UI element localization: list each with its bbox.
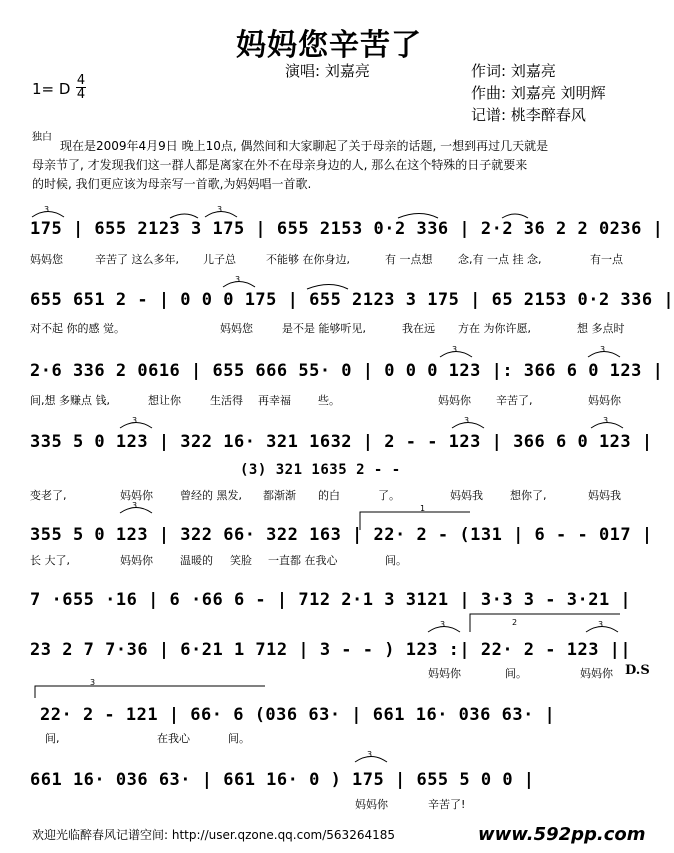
svg-text:3: 3: [90, 678, 96, 687]
lyric: 都渐渐: [263, 489, 296, 502]
lyric: 方在 为你许愿,: [458, 322, 531, 335]
lyric: 了。: [378, 489, 400, 502]
lyric: 想让你: [148, 394, 181, 407]
score-notes-row-5: 355 5 0 123 | 322 66· 322 163 | 22· 2 - (131 | 6 - - 017 |: [30, 525, 653, 545]
lyric: 是不是 能够听见,: [282, 322, 366, 335]
lyric: 不能够 在你身边,: [266, 253, 350, 266]
svg-text:3: 3: [132, 416, 138, 425]
lyric: 间。: [505, 667, 527, 680]
svg-text:2: 2: [512, 618, 518, 627]
svg-text:3: 3: [598, 620, 604, 629]
lyric: 想 多点时: [577, 322, 625, 335]
narration-label: 独白: [32, 132, 52, 143]
singer-credit: 演唱: 刘嘉亮: [285, 62, 370, 80]
lyric: 妈妈我: [450, 489, 483, 502]
page-title: 妈妈您辛苦了: [236, 28, 422, 63]
svg-text:3: 3: [132, 501, 138, 510]
score-notes-row-7: 23 2 7 7·36 | 6·21 1 712 | 3 - - ) 123 :| 22· 2 - 123 ||: [30, 640, 632, 660]
lyric: 温暖的: [180, 554, 213, 567]
lyric: 生活得: [210, 394, 243, 407]
svg-text:3: 3: [235, 275, 241, 284]
lyric: 妈妈你: [120, 489, 153, 502]
time-signature-bottom: 4: [76, 87, 86, 102]
lyric: 间,: [45, 732, 60, 745]
lyric: 妈妈你: [428, 667, 461, 680]
svg-text:3: 3: [44, 205, 50, 214]
lyric: 妈妈你: [438, 394, 471, 407]
score-notes-row-4: 335 5 0 123 | 322 16· 321 1632 | 2 - - 123 | 366 6 0 123 |: [30, 432, 653, 452]
score-alt-ending: (3) 321 1635 2 - -: [240, 462, 401, 478]
lyricist-credit: 作词: 刘嘉亮: [471, 62, 556, 80]
composer-credit: 作曲: 刘嘉亮 刘明辉: [471, 84, 606, 102]
svg-text:3: 3: [367, 750, 373, 759]
lyric: 妈妈我: [588, 489, 621, 502]
svg-text:3: 3: [600, 345, 606, 354]
lyric: 一直都 在我心: [268, 554, 338, 567]
lyric: 辛苦了,: [496, 394, 533, 407]
lyric: 的白: [318, 489, 340, 502]
score-notes-row-8: 22· 2 - 121 | 66· 6 (036 63· | 661 16· 036 63· |: [40, 705, 556, 725]
lyric: 间。: [385, 554, 407, 567]
score-notes-row-1: 175 | 655 2123 3 175 | 655 2153 0·2 336 | 2·2 36 2 2 0236 |: [30, 219, 664, 239]
lyric: 妈妈你: [580, 667, 613, 680]
lyric: 些。: [318, 394, 340, 407]
lyric: 对不起 你的感 觉。: [30, 322, 125, 335]
score-notes-row-3: 2·6 336 2 0616 | 655 666 55· 0 | 0 0 0 123 |: 366 6 0 123 |: [30, 361, 664, 381]
lyric: 妈妈你: [588, 394, 621, 407]
ds-marking: D.S: [625, 663, 650, 678]
lyric: 辛苦了!: [428, 798, 466, 811]
score-notes-row-2: 655 651 2 - | 0 0 0 175 | 655 2123 3 175 | 65 2153 0·2 336 |: [30, 290, 674, 310]
lyric: 妈妈你: [120, 554, 153, 567]
svg-text:1: 1: [420, 504, 426, 513]
lyric: 妈妈您: [220, 322, 253, 335]
svg-text:3: 3: [217, 205, 223, 214]
narration-line: 母亲节了, 才发现我们这一群人都是离家在外不在母亲身边的人, 那么在这个特殊的日子就要来: [32, 158, 528, 172]
lyric: 辛苦了 这么多年,: [95, 253, 179, 266]
svg-text:3: 3: [464, 416, 470, 425]
score-notes-row-6: 7 ·655 ·16 | 6 ·66 6 - | 712 2·1 3 3121 | 3·3 3 - 3·21 |: [30, 590, 632, 610]
narration-line: 的时候, 我们更应该为母亲写一首歌,为妈妈唱一首歌.: [32, 177, 312, 191]
lyric: 间,想 多赚点 钱,: [30, 394, 110, 407]
transcriber-credit: 记谱: 桃李醉春风: [471, 106, 586, 124]
lyric: 想你了,: [510, 489, 547, 502]
lyric: 我在远: [402, 322, 435, 335]
footer-text: 欢迎光临醉春风记谱空间: http://user.qzone.qq.com/563264185: [32, 828, 396, 842]
score-notes-row-9: 661 16· 036 63· | 661 16· 0 ) 175 | 655 5 0 0 |: [30, 770, 535, 790]
lyric: 再幸福: [258, 394, 291, 407]
key-signature: 1= D: [32, 80, 71, 98]
lyric: 笑脸: [230, 554, 252, 567]
lyric: 儿子总: [203, 253, 236, 266]
lyric: 念,有 一点 挂 念,: [458, 253, 542, 266]
time-signature-top: 4: [76, 73, 86, 88]
site-watermark: www.592pp.com: [478, 824, 646, 845]
lyric: 间。: [228, 732, 250, 745]
lyric: 长 大了,: [30, 554, 70, 567]
lyric: 变老了,: [30, 489, 67, 502]
lyric: 曾经的 黑发,: [180, 489, 242, 502]
lyric: 妈妈您: [30, 253, 63, 266]
lyric: 有一点: [590, 253, 623, 266]
narration-line: 现在是2009年4月9日 晚上10点, 偶然间和大家聊起了关于母亲的话题, 一想到再过几天就是: [60, 139, 549, 153]
lyric: 在我心: [157, 732, 190, 745]
svg-text:3: 3: [440, 620, 446, 629]
svg-text:3: 3: [452, 345, 458, 354]
lyric: 妈妈你: [355, 798, 388, 811]
svg-text:3: 3: [603, 416, 609, 425]
lyric: 有 一点想: [385, 253, 433, 266]
